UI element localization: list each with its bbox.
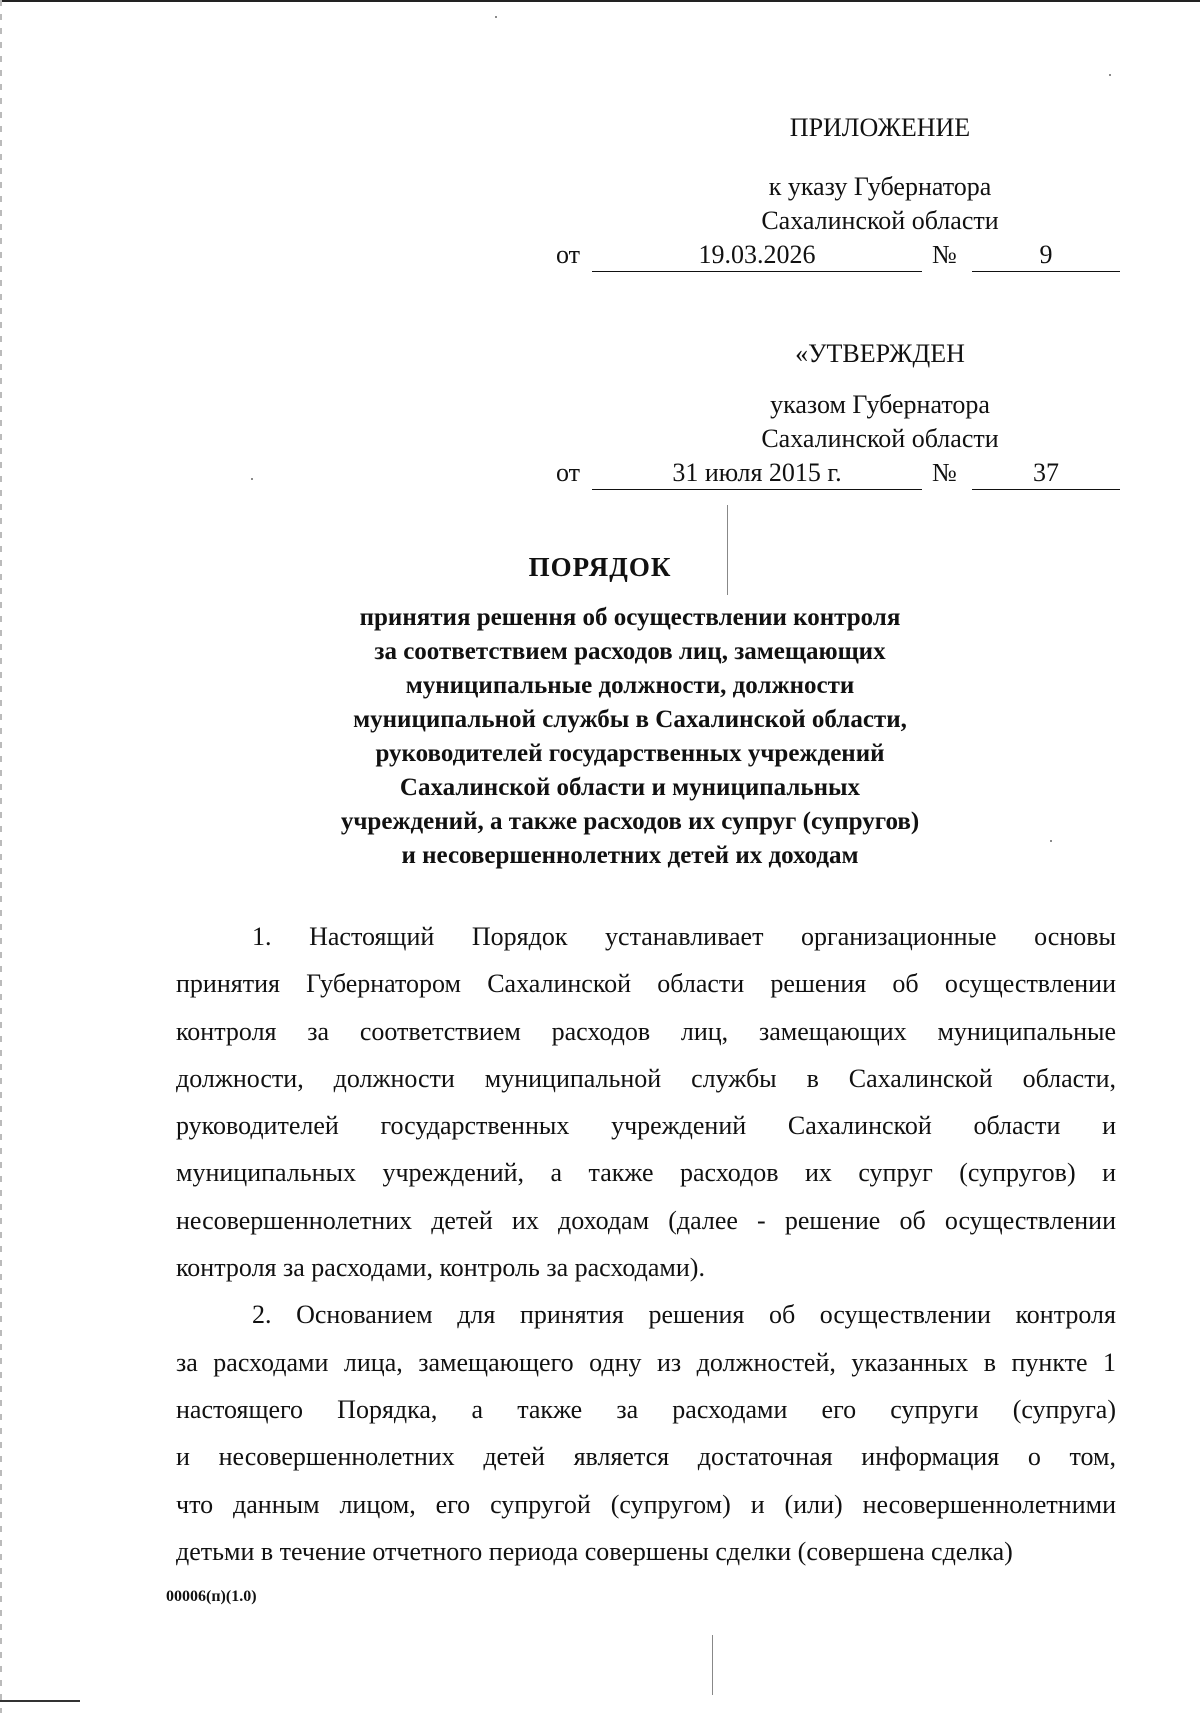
approved-number: 37 bbox=[972, 456, 1120, 490]
paragraph-line: 2. Основанием для принятия решения об осуществлении контроля bbox=[252, 1300, 1116, 1330]
paragraph-line: контроля за расходами, контроль за расходами). bbox=[176, 1253, 705, 1283]
approved-block bbox=[560, 337, 1120, 371]
appendix-from-label: от bbox=[556, 240, 581, 269]
approved-subtitle bbox=[560, 388, 1120, 456]
paragraph-line: принятия Губернатором Сахалинской области решения об осуществлении bbox=[176, 969, 1116, 999]
paragraph-line: что данным лицом, его супругой (супругом) и (или) несовершеннолетними bbox=[176, 1489, 1116, 1519]
scan-speck bbox=[251, 478, 253, 480]
subtitle-line: муниципальные должности, должности bbox=[405, 672, 855, 699]
appendix-title: ПРИЛОЖЕНИЕ bbox=[789, 113, 971, 142]
paragraph-line: несовершеннолетних детей их доходам (далее - решение об осуществлении bbox=[176, 1205, 1116, 1235]
subtitle-line: руководителей государственных учреждений bbox=[375, 740, 885, 767]
scan-left-edge bbox=[0, 0, 2, 1713]
paragraph-line: руководителей государственных учреждений Сахалинской области и bbox=[176, 1111, 1116, 1141]
scan-bottom-mark bbox=[0, 1700, 80, 1702]
paragraph-line: муниципальных учреждений, а также расходов их супруг (супругов) и bbox=[176, 1158, 1116, 1188]
paragraph-line: и несовершеннолетних детей является достаточная информация о том, bbox=[176, 1442, 1116, 1472]
form-code: 00006(п)(1.0) bbox=[166, 1588, 257, 1605]
approved-date-row bbox=[556, 456, 1120, 490]
subtitle-line: и несовершеннолетних детей их доходам bbox=[401, 842, 859, 869]
appendix-line-2: Сахалинской области bbox=[761, 206, 999, 235]
document-title: ПОРЯДОК bbox=[528, 552, 672, 582]
paragraph bbox=[176, 913, 1116, 1291]
paragraph-line: 1. Настоящий Порядок устанавливает организационные основы bbox=[252, 922, 1116, 951]
scan-speck bbox=[495, 16, 497, 18]
appendix-block bbox=[560, 111, 1120, 145]
document-subtitle bbox=[250, 601, 1010, 873]
paragraph-line: должности, должности муниципальной службы в Сахалинской области, bbox=[176, 1063, 1116, 1093]
appendix-line-1: к указу Губернатора bbox=[768, 172, 992, 201]
appendix-date: 19.03.2026 bbox=[592, 238, 922, 272]
paragraph-line: детьми в течение отчетного периода совершены сделки (совершена сделка) bbox=[176, 1536, 1013, 1566]
scan-top-edge bbox=[0, 0, 1200, 2]
appendix-number-sign: № bbox=[932, 240, 957, 269]
approved-from-label: от bbox=[556, 458, 581, 487]
paragraph bbox=[176, 1291, 1116, 1575]
document-body bbox=[176, 913, 1116, 1575]
approved-title: «УТВЕРЖДЕН bbox=[795, 339, 965, 368]
subtitle-line: за соответствием расходов лиц, замещающих bbox=[374, 638, 886, 665]
approved-line-1: указом Губернатора bbox=[770, 390, 990, 419]
approved-line-2: Сахалинской области bbox=[761, 424, 999, 453]
subtitle-line: Сахалинской области и муниципальных bbox=[399, 774, 861, 801]
paragraph-line: за расходами лица, замещающего одну из должностей, указанных в пункте 1 bbox=[176, 1347, 1116, 1377]
appendix-subtitle bbox=[560, 170, 1120, 238]
scan-speck bbox=[1109, 74, 1111, 76]
approved-number-sign: № bbox=[932, 458, 957, 487]
paragraph-line: контроля за соответствием расходов лиц, замещающих муниципальные bbox=[176, 1016, 1116, 1046]
paragraph-line: настоящего Порядка, а также за расходами его супруги (супруга) bbox=[176, 1394, 1116, 1424]
appendix-date-row bbox=[556, 238, 1120, 272]
subtitle-line: принятия решення об осуществлении контроля bbox=[359, 604, 901, 631]
scan-artifact-line bbox=[727, 505, 728, 595]
subtitle-line: учреждений, а также расходов их супруг (супругов) bbox=[340, 808, 920, 835]
appendix-number: 9 bbox=[972, 238, 1120, 272]
subtitle-line: муниципальной службы в Сахалинской области, bbox=[353, 706, 907, 733]
scan-artifact-line bbox=[712, 1635, 713, 1695]
approved-date: 31 июля 2015 г. bbox=[592, 456, 922, 490]
scan-speck bbox=[1050, 840, 1052, 842]
